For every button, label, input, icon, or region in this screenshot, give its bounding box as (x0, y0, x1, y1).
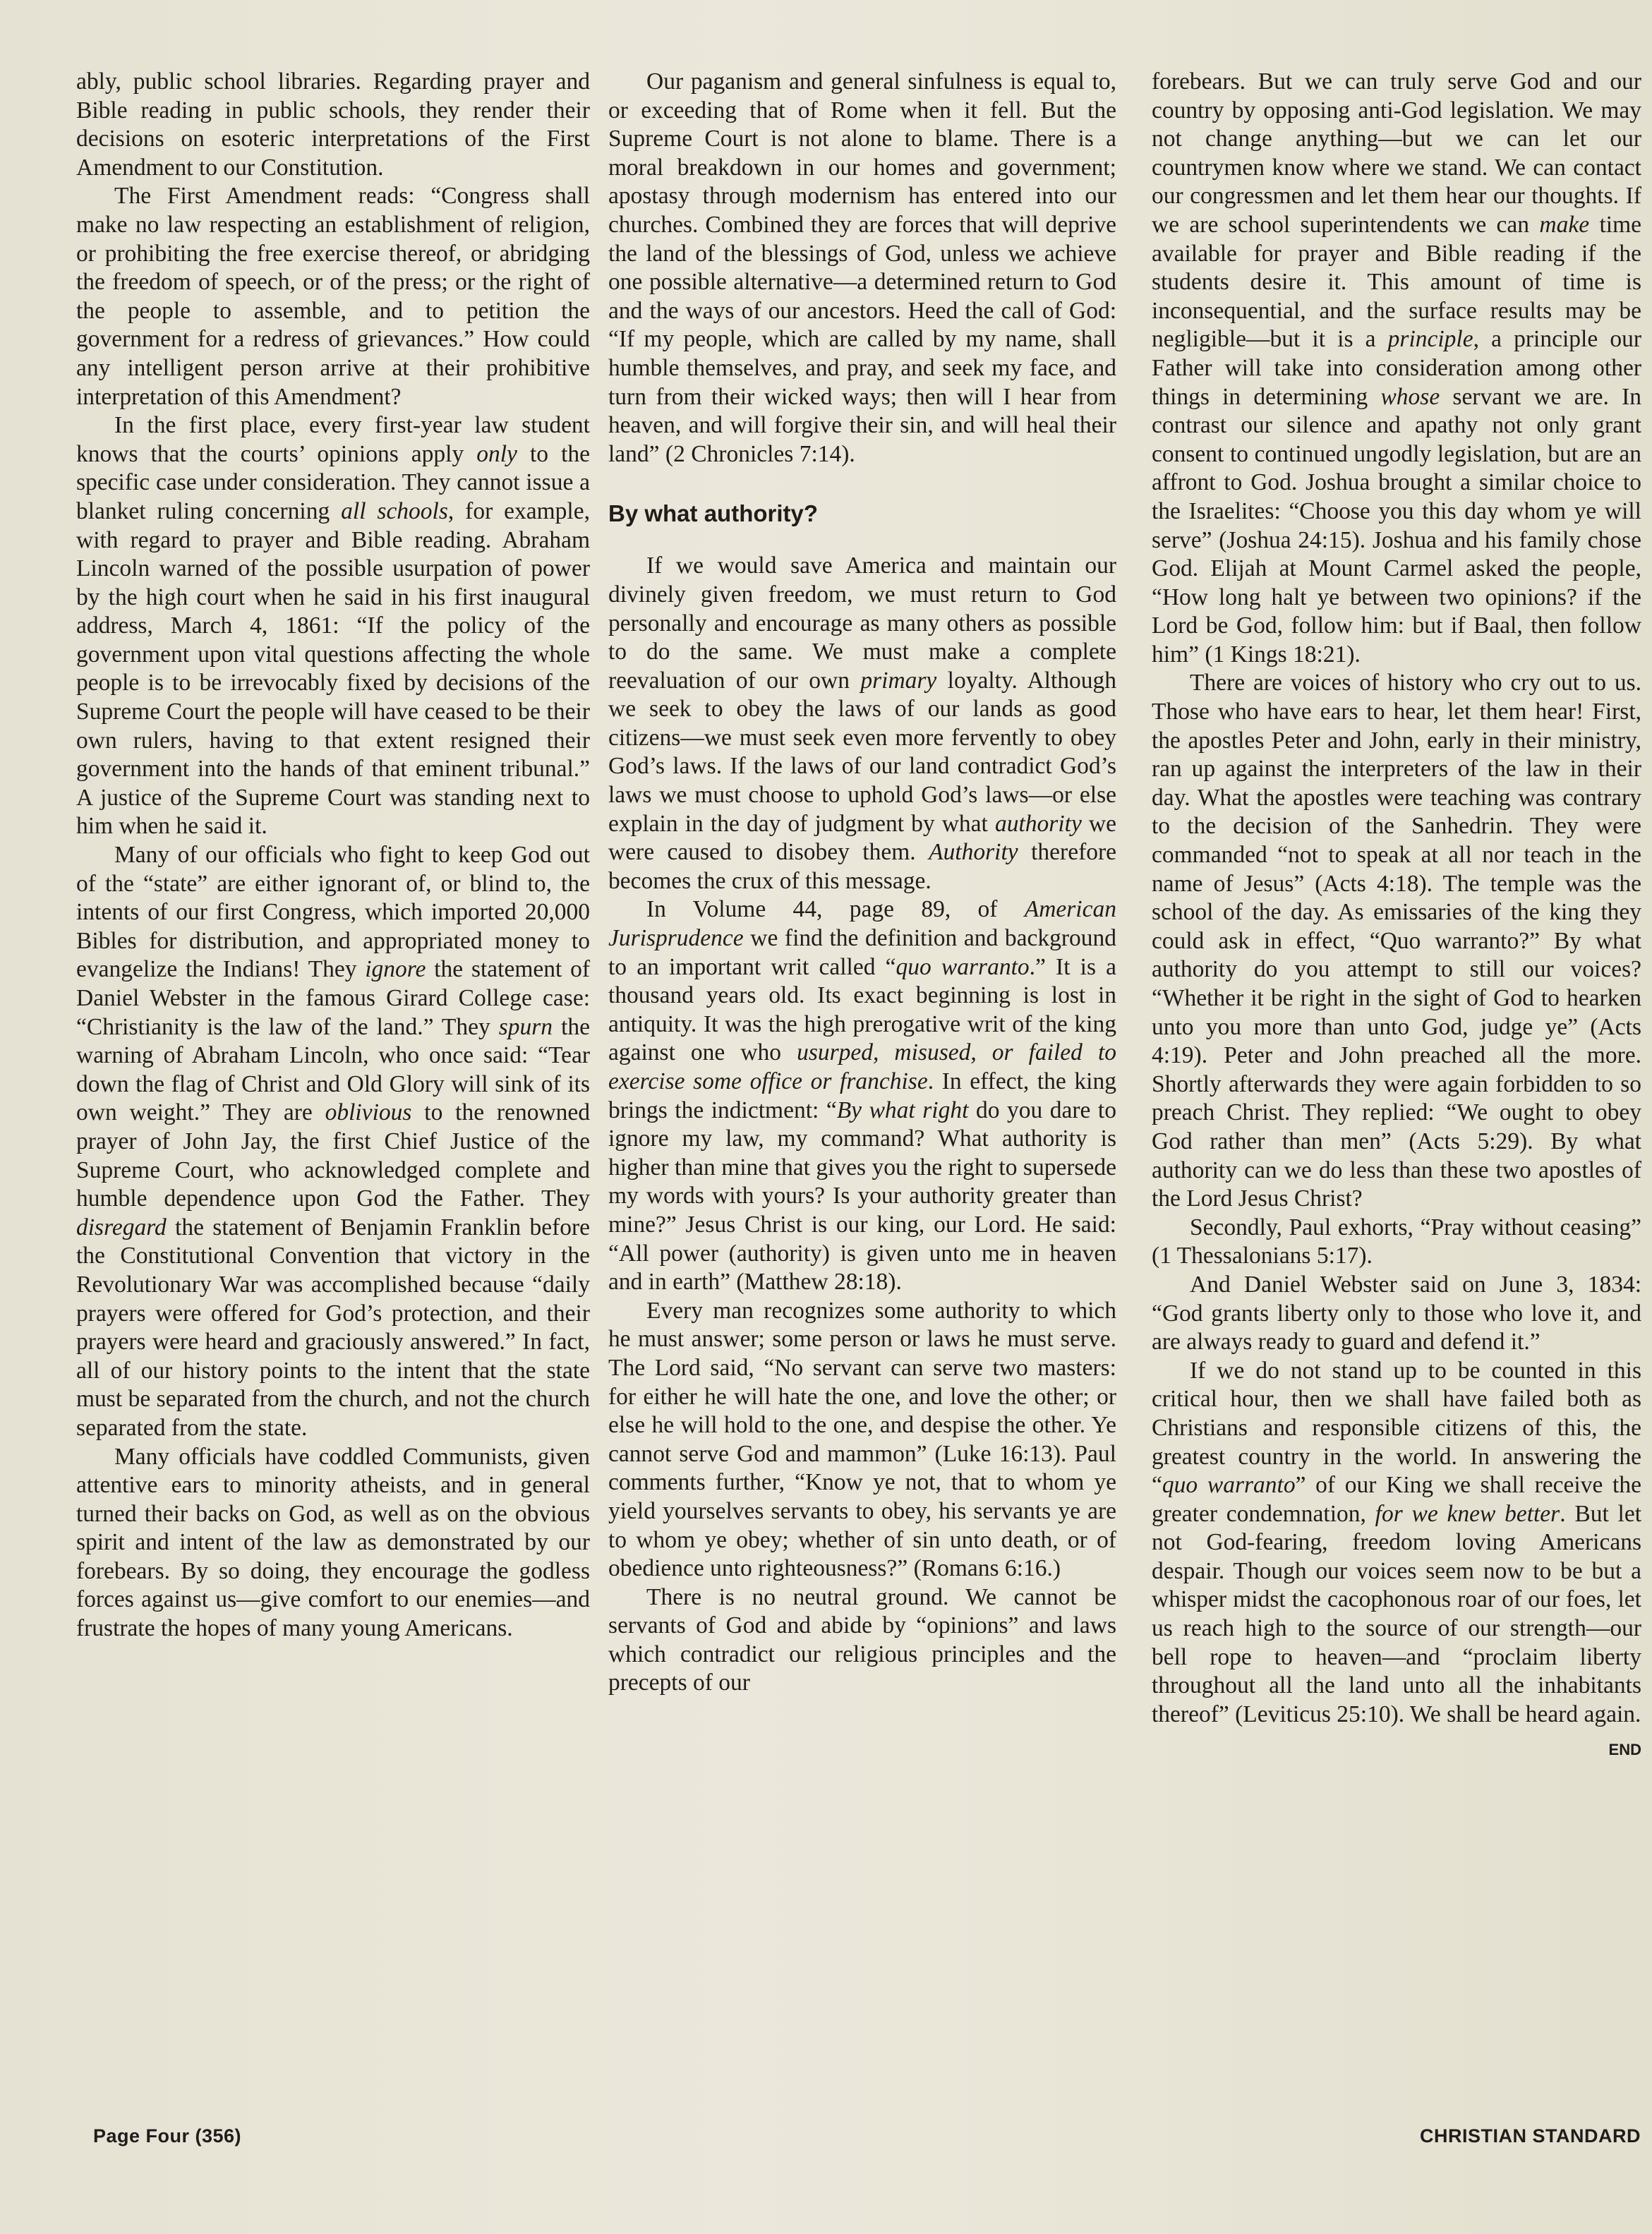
paragraph: ably, public school libraries. Regarding prayer and Bible reading in public schools, they render their decisions on esoteric interpretations of the First Amendment to our Constitution. (76, 68, 590, 181)
column-2-body (608, 552, 1116, 1698)
article-column-2 (608, 68, 1116, 1698)
paragraph: Our paganism and general sinfulness is equal to, or exceeding that of Rome when it fell. But the Supreme Court is not alone to blame. There is a moral breakdown in our homes and government; apostasy through modernism has entered into our churches. Combined they are forces that will deprive the land of the blessings of God, unless we achieve one possible alternative—a determined return to God and the ways of our ancestors. Heed the call of God: “If my people, which are called by my name, shall humble themselves, and pray, and seek my face, and turn from their wicked ways; then will I hear from heaven, and will forgive their sin, and will heal their land” (2 Chronicles 7:14). (608, 68, 1116, 467)
paragraph: Every man recognizes some authority to which he must answer; some person or laws he must serve. The Lord said, “No servant can serve two masters: for either he will hate the one, and love the other; or else he will hold to the one, and despise the other. Ye cannot serve God and mammon” (Luke 16:13). Paul comments further, “Know ye not, that to whom ye yield yourselves servants to obey, his servants ye are to whom ye obey; whether of sin unto death, or of obedience unto righteousness?” (Romans 6:16.) (608, 1297, 1116, 1582)
paragraph: And Daniel Webster said on June 3, 1834: “God grants liberty only to those who love it, and are always ready to guard and defend it.” (1152, 1271, 1641, 1356)
paragraph: forebears. But we can truly serve God and our country by opposing anti-God legislation. We may not change anything—but we can let our countrymen know where we stand. We can contact our congressmen and let them hear our thoughts. If we are school superintendents we can make time available for prayer and Bible reading if the students desire it. This amount of time is inconsequential, and the surface results may be negligible—but it is a principle, a principle our Father will take into consideration among other things in determining whose servant we are. In contrast our silence and apathy not only grant consent to continued ungodly legislation, but are an affront to God. Joshua brought a similar choice to the Israelites: “Choose you this day whom ye will serve” (Joshua 24:15). Joshua and his family chose God. Elijah at Mount Carmel asked the people, “How long halt ye between two opinions? if the Lord be God, follow him: but if Baal, then follow him” (1 Kings 18:21). (1152, 68, 1641, 668)
paragraph: Many of our officials who fight to keep God out of the “state” are either ignorant of, or blind to, the intents of our first Congress, which imported 20,000 Bibles for distribution, and appropriated money to evangelize the Indians! They ignore the statement of Daniel Webster in the famous Girard College case: “Christianity is the law of the land.” They spurn the warning of Abraham Lincoln, who once said: “Tear down the flag of Christ and Old Glory will sink of its own weight.” They are oblivious to the renowned prayer of John Jay, the first Chief Justice of the Supreme Court, who acknowledged complete and humble dependence upon God the Father. They disregard the statement of Benjamin Franklin before the Constitutional Convention that victory in the Revolutionary War was accomplished because “daily prayers were offered for God’s protection, and their prayers were heard and graciously answered.” In fact, all of our history points to the intent that the state must be separated from the church, and not the church separated from the state. (76, 842, 591, 1441)
column-2-intro (608, 68, 1116, 469)
end-mark: END (1608, 1741, 1641, 1759)
paragraph: If we would save America and maintain our divinely given freedom, we must return to God personally and encourage as many others as possible to do the same. We must make a complete reevaluation of our own primary loyalty. Although we seek to obey the laws of our lands as good citizens—we must seek even more fervently to obey God’s laws. If the laws of our land contradict God’s laws we must choose to uphold God’s laws—or else explain in the day of judgment by what authority we were caused to disobey them. Authority therefore becomes the crux of this message. (608, 553, 1117, 894)
magazine-title-footer: CHRISTIAN STANDARD (1420, 2125, 1641, 2147)
paragraph: If we do not stand up to be counted in this critical hour, then we shall have failed both as Christians and responsible citizens of this, the greatest country in the world. In answering the “quo warranto” of our King we shall receive the greater condemnation, for we knew better. But let not God-fearing, freedom loving Americans despair. Though our voices seem now to be but a whisper midst the cacophonous roar of our foes, let us reach high to the source of our strength—our bell rope to heaven—and “proclaim liberty throughout all the land unto all the inhabitants thereof” (Leviticus 25:10). We shall be heard again. (1152, 1357, 1641, 1727)
page-number-footer: Page Four (356) (93, 2125, 242, 2147)
paragraph: In Volume 44, page 89, of American Jurisprudence we find the definition and background to an important writ called “quo warranto.” It is a thousand years old. Its exact beginning is lost in antiquity. It was the high prerogative writ of the king against one who usurped, misused, or failed to exercise some office or franchise. In effect, the king brings the indictment: “By what right do you dare to ignore my law, my command? What authority is higher than mine that gives you the right to supersede my words with yours? Is your authority greater than mine?” Jesus Christ is our king, our Lord. He said: “All power (authority) is given unto me in heaven and in earth” (Matthew 28:18). (608, 896, 1117, 1296)
article-column-3 (1152, 68, 1641, 1765)
section-subheading: By what authority? (608, 500, 819, 527)
column-3-body (1152, 68, 1641, 1729)
paragraph: Many officials have coddled Communists, given attentive ears to minority atheists, and in general turned their backs on God, as well as on the obvious spirit and intent of the law as demonstrated by our forebears. By so doing, they encourage the godless forces against us—give comfort to our enemies—and frustrate the hopes of many young Americans. (76, 1443, 590, 1642)
paragraph: There is no neutral ground. We cannot be servants of God and abide by “opinions” and laws which contradict our religious principles and the precepts of our (608, 1583, 1116, 1696)
article-column-1 (76, 68, 590, 1643)
paragraph: The First Amendment reads: “Congress shall make no law respecting an establishment of religion, or prohibiting the free exercise thereof, or abridging the freedom of speech, or of the press; or the right of the people to assemble, and to petition the government for a redress of grievances.” How could any intelligent person arrive at their prohibitive interpretation of this Amendment? (76, 183, 590, 410)
paragraph: There are voices of history who cry out to us. Those who have ears to hear, let them hear! First, the apostles Peter and John, early in their ministry, ran up against the interpreters of the law in their day. What the apostles were teaching was contrary to the decision of the Sanhedrin. They were commanded “not to speak at all nor teach in the name of Jesus” (Acts 4:18). The temple was the school of the day. As emissaries of the king they could ask in effect, “Quo warranto?” By what authority do you attempt to still our voices? “Whether it be right in the sight of God to hearken unto you more than unto God, judge ye” (Acts 4:19). Peter and John preached all the more. Shortly afterwards they were again forbidden to so preach Christ. They replied: “We ought to obey God rather than men” (Acts 5:29). By what authority can we do less than these two apostles of the Lord Jesus Christ? (1152, 670, 1641, 1212)
paragraph: Secondly, Paul exhorts, “Pray without ceasing” (1 Thessalonians 5:17). (1152, 1214, 1641, 1269)
paragraph: In the first place, every first-year law student knows that the courts’ opinions apply only to the specific case under consideration. They cannot issue a blanket ruling concerning all schools, for example, with regard to prayer and Bible reading. Abraham Lincoln warned of the possible usurpation of power by the high court when he said in his first inaugural address, March 4, 1861: “If the policy of the government upon vital questions affecting the whole people is to be irrevocably fixed by decisions of the Supreme Court the people will have ceased to be their own rulers, having to that extent resigned their government into the hands of that eminent tribunal.” A justice of the Supreme Court was standing next to him when he said it. (76, 412, 590, 840)
